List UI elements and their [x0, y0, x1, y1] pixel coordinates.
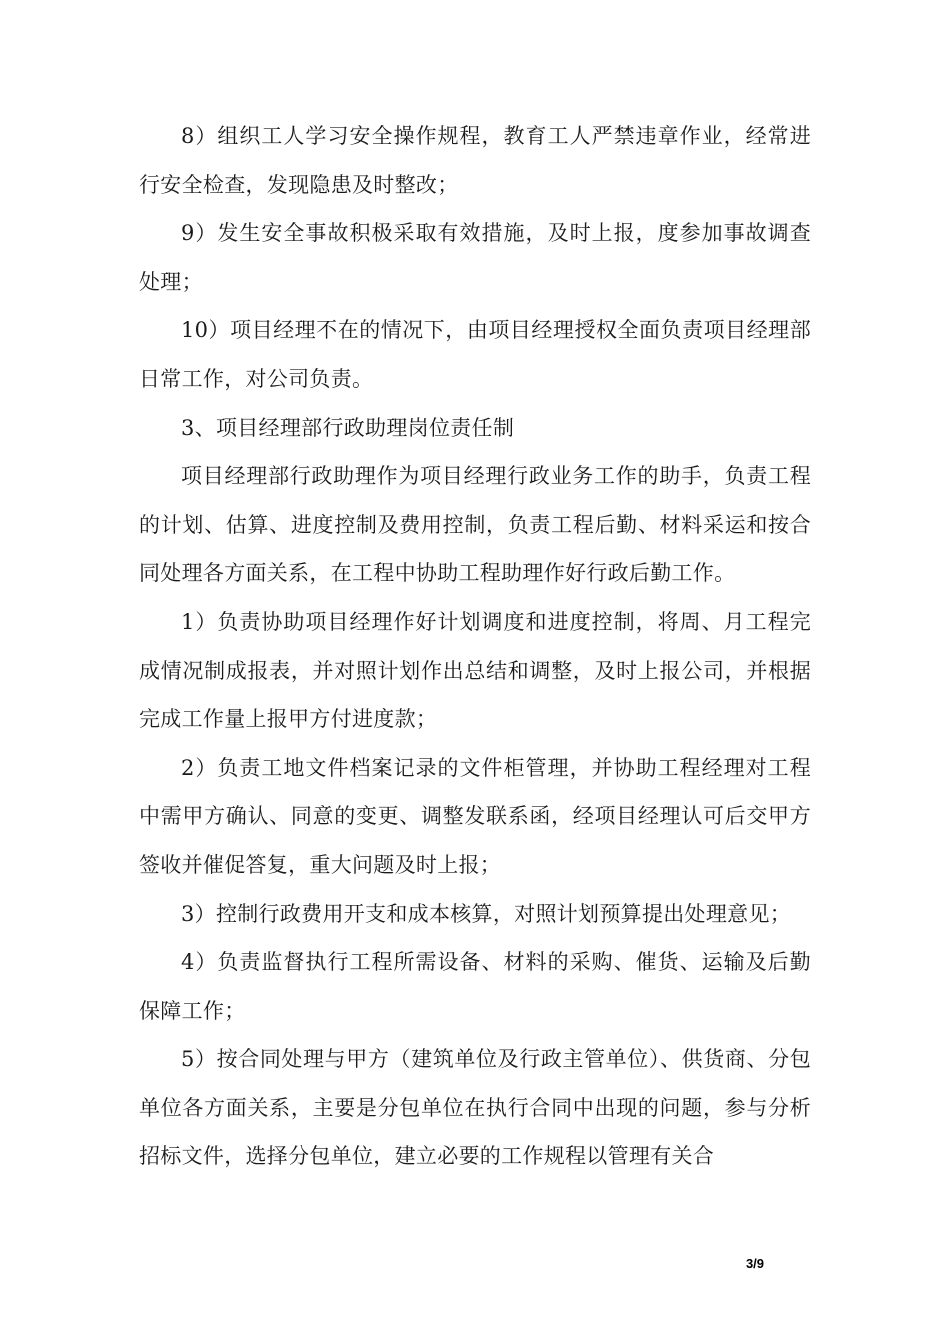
paragraph-item-9: 9）发生安全事故积极采取有效措施，及时上报，度参加事故调查处理； [139, 221, 811, 294]
duty-item-1: 1）负责协助项目经理作好计划调度和进度控制，将周、月工程完成情况制成报表，并对照计划作出总结和调整，及时上报公司，并根据完成工作量上报甲方付进度款； [139, 609, 811, 732]
page-number: 3/9 [745, 1256, 765, 1271]
document-body [139, 112, 811, 1181]
duty-item-2: 2）负责工地文件档案记录的文件柜管理，并协助工程经理对工程中需甲方确认、同意的变更、调整发联系函，经项目经理认可后交甲方签收并催促答复，重大问题及时上报； [139, 755, 811, 877]
paragraph-item-8: 8）组织工人学习安全操作规程，教育工人严禁违章作业，经常进行安全检查，发现隐患及时整改； [139, 124, 811, 197]
section-heading: 3、项目经理部行政助理岗位责任制 [181, 415, 515, 440]
duty-item-5: 5）按合同处理与甲方（建筑单位及行政主管单位）、供货商、分包单位各方面关系，主要是分包单位在执行合同中出现的问题，参与分析招标文件，选择分包单位，建立必要的工作规程以管理有关合 [139, 1047, 811, 1169]
section-intro-paragraph: 项目经理部行政助理作为项目经理行政业务工作的助手，负责工程的计划、估算、进度控制及费用控制，负责工程后勤、材料采运和按合同处理各方面关系，在工程中协助工程助理作好行政后勤工作。 [139, 464, 811, 586]
paragraph-item-10: 10）项目经理不在的情况下，由项目经理授权全面负责项目经理部日常工作，对公司负责。 [139, 318, 811, 391]
duty-item-3: 3）控制行政费用开支和成本核算，对照计划预算提出处理意见； [181, 901, 792, 926]
duty-item-4: 4）负责监督执行工程所需设备、材料的采购、催货、运输及后勤保障工作； [139, 950, 811, 1023]
